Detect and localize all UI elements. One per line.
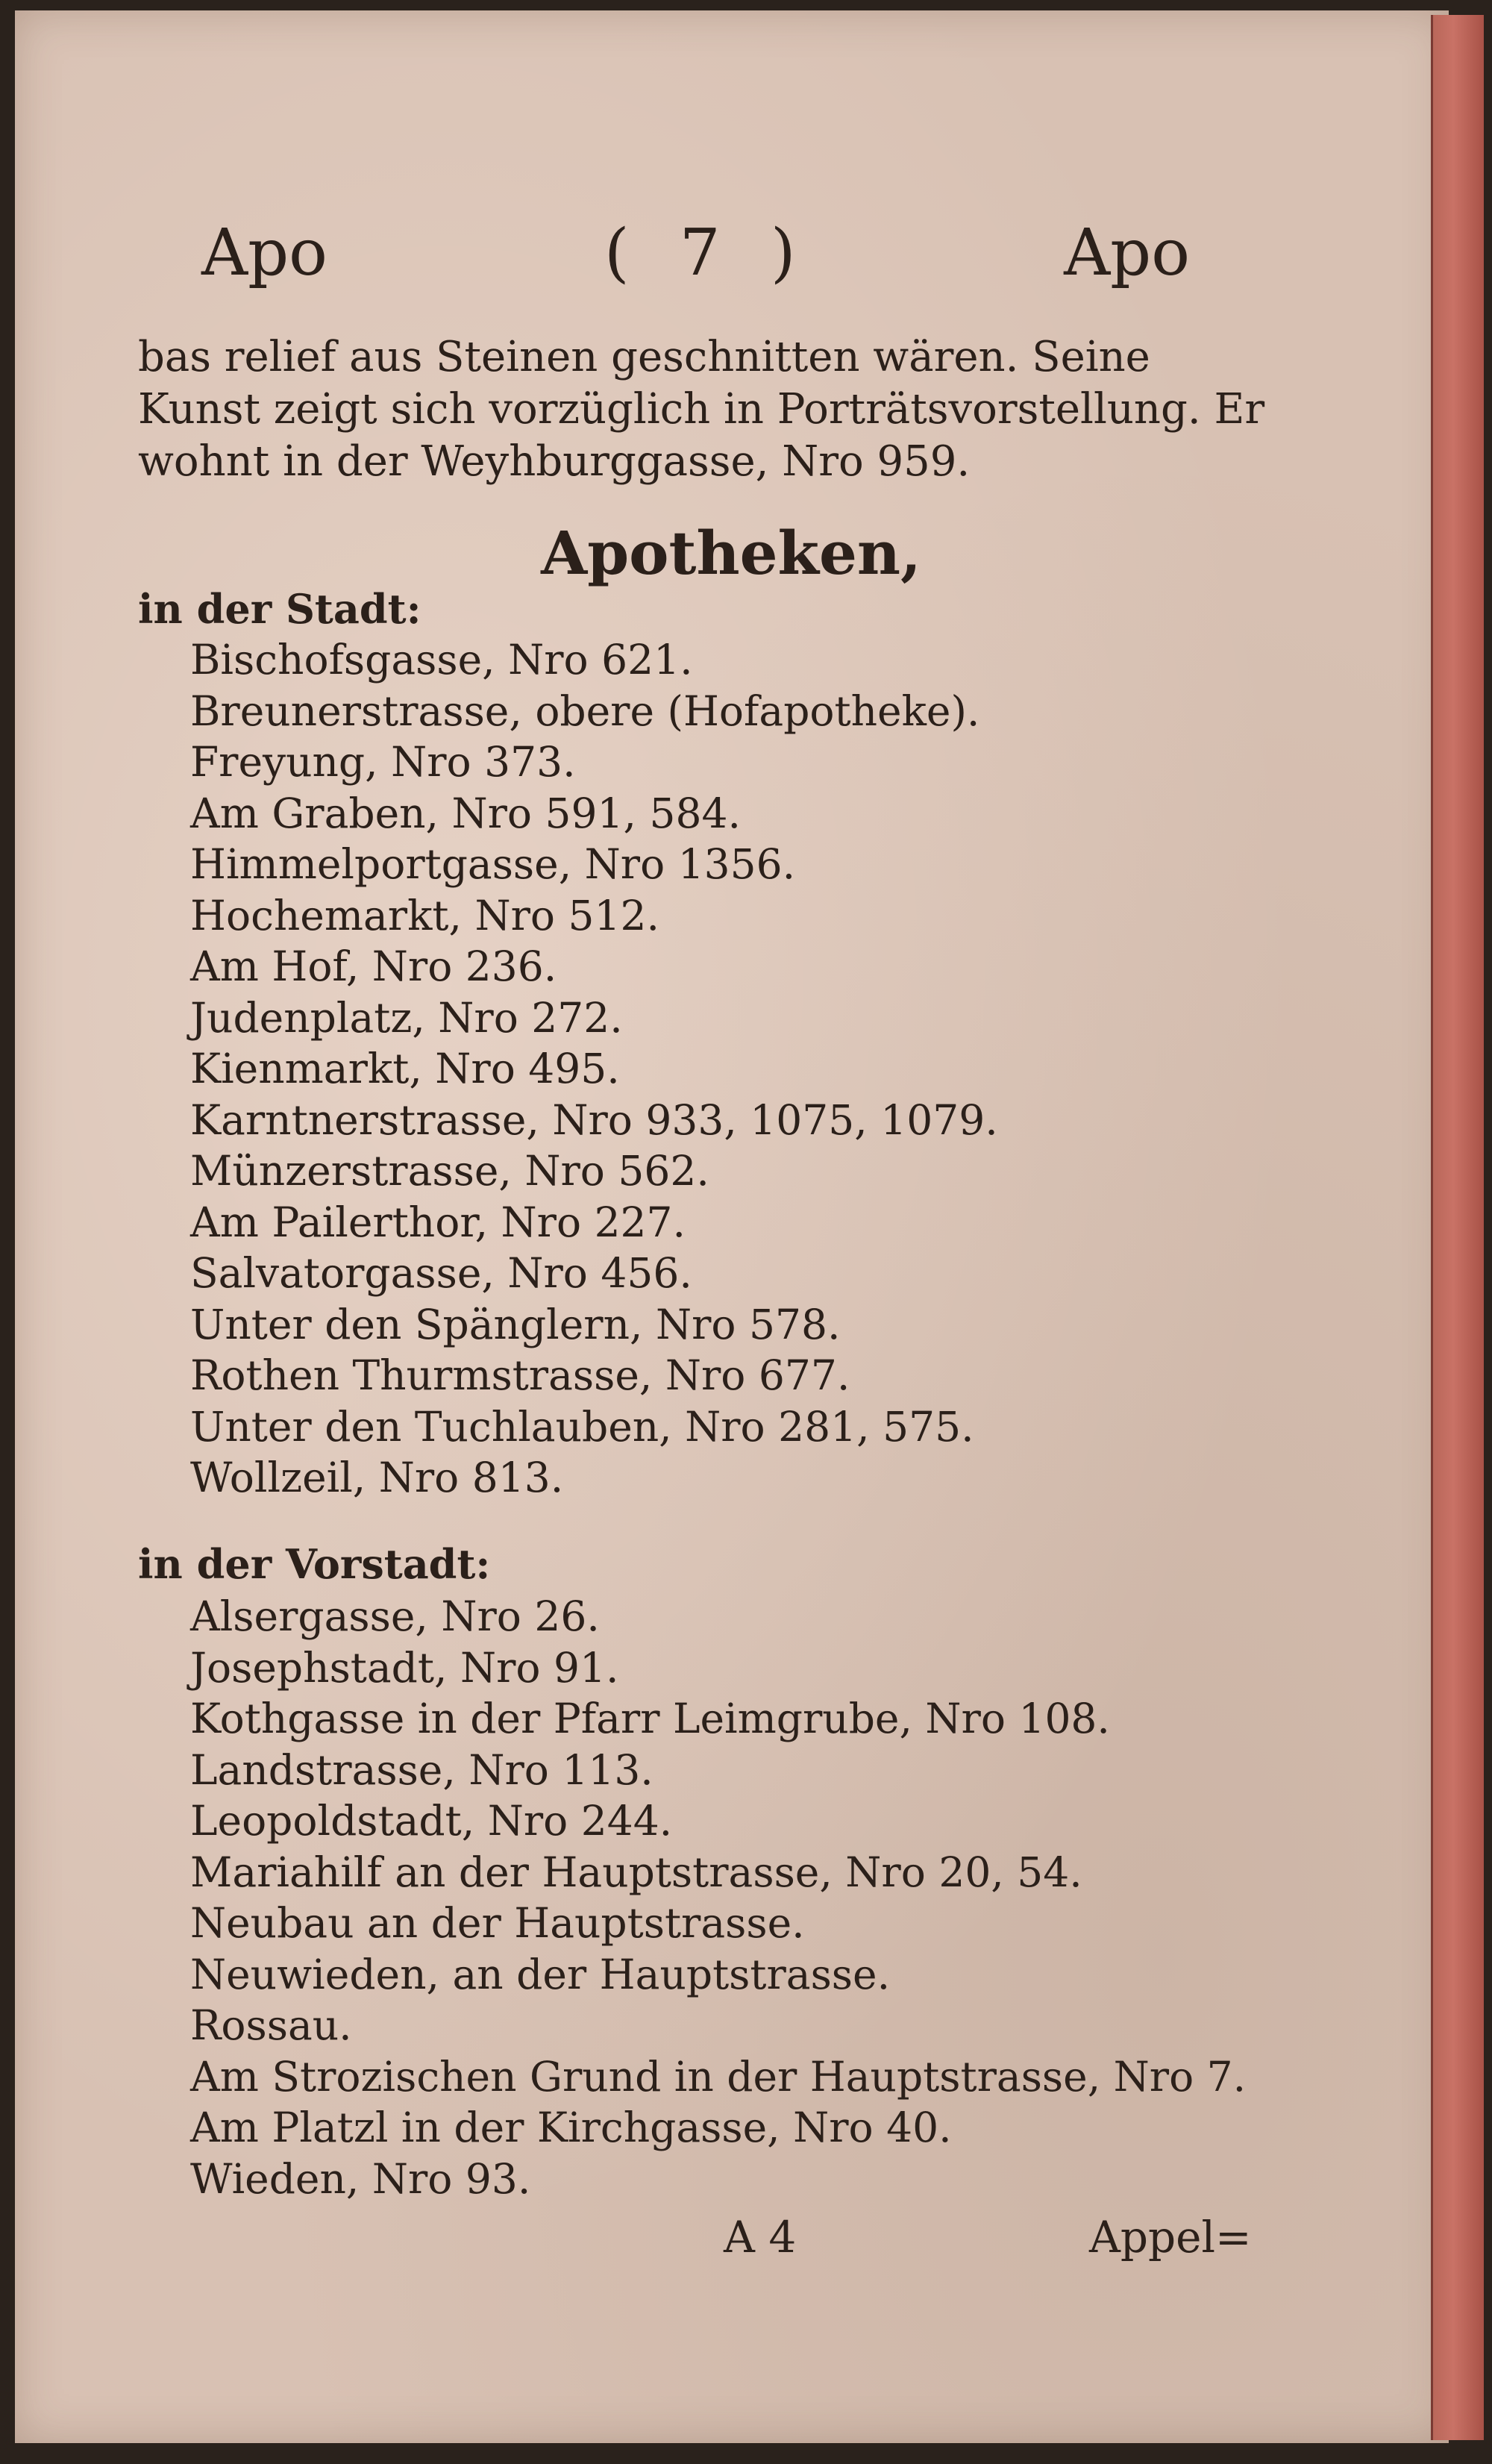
list-item: Breunerstrasse, obere (Hofapotheke). [190,687,980,735]
list-item: Karntnerstrasse, Nro 933, 1075, 1079. [190,1095,998,1144]
running-header [201,216,1190,298]
stadt-list [190,634,1272,1504]
list-item: Neubau an der Hauptstrasse. [190,1899,805,1947]
list-item: Kothgasse in der Pfarr Leimgrube, Nro 108. [190,1695,1110,1742]
page-number: ( 7 ) [604,216,811,290]
list-item: Judenplatz, Nro 272. [190,993,623,1042]
list-item: Am Strozischen Grund in der Hauptstrasse, Nro 7. [190,2052,1247,2101]
intro-paragraph [138,331,1265,488]
book-page [15,10,1449,2443]
list-item: Am Pailerthor, Nro 227. [190,1198,686,1246]
vorstadt-list [190,1591,1272,2204]
list-item: Himmelportgasse, Nro 1356. [190,840,796,888]
list-item: Freyung, Nro 373. [190,738,576,786]
list-item: Rossau. [190,2001,352,2049]
list-item: Josephstadt, Nro 91. [190,1643,619,1692]
list-item: Am Graben, Nro 591, 584. [190,789,741,837]
list-item: Bischofsgasse, Nro 621. [190,636,693,684]
intro-line: bas relief aus Steinen geschnitten wären. Seine [138,333,1150,381]
list-item: Hochemarkt, Nro 512. [190,891,659,939]
list-item: Unter den Tuchlauben, Nro 281, 575. [190,1402,974,1451]
list-item: Leopoldstadt, Nro 244. [190,1797,673,1845]
list-item: Wieden, Nro 93. [190,2154,531,2203]
list-item: Rothen Thurmstrasse, Nro 677. [190,1351,850,1399]
intro-line: Kunst zeigt sich vorzüglich in Porträtsvorstellung. Er [138,385,1265,434]
list-item: Kienmarkt, Nro 495. [190,1045,620,1092]
signature-mark: A 4 [724,2212,797,2263]
list-item: Landstrasse, Nro 113. [190,1745,653,1794]
list-item: Am Hof, Nro 236. [190,942,557,990]
vorstadt-label: in der Vorstadt: [138,1540,491,1588]
section-heading: Apotheken, [541,518,921,588]
stadt-label: in der Stadt: [138,585,421,633]
list-item: Münzerstrasse, Nro 562. [190,1147,709,1195]
list-item: Neuwieden, an der Hauptstrasse. [190,1950,891,1998]
list-item: Wollzeil, Nro 813. [190,1454,564,1501]
list-item: Salvatorgasse, Nro 456. [190,1249,692,1297]
intro-line: wohnt in der Weyhburggasse, Nro 959. [138,437,971,486]
list-item: Unter den Spänglern, Nro 578. [190,1300,841,1348]
list-item: Am Platzl in der Kirchgasse, Nro 40. [190,2104,952,2151]
footer-catchword: Appel= [1089,2212,1252,2263]
header-right-catchword: Apo [1064,216,1190,290]
header-left-catchword: Apo [201,216,327,290]
list-item: Mariahilf an der Hauptstrasse, Nro 20, 54. [190,1848,1082,1896]
page-edge [1431,15,1484,2440]
list-item: Alsergasse, Nro 26. [190,1592,600,1640]
